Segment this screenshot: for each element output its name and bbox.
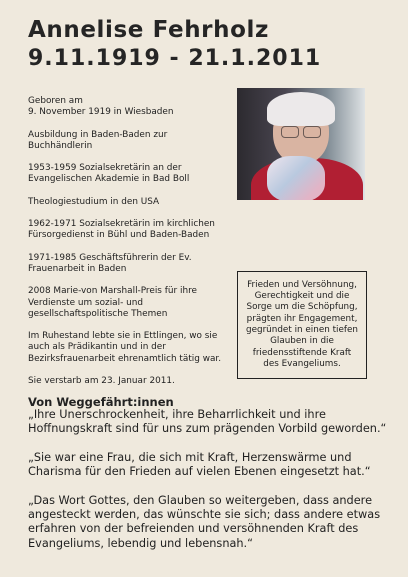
highlight-quote-box [237, 271, 367, 379]
person-name: Annelise Fehrholz [28, 17, 269, 43]
voices-quotes [28, 408, 388, 565]
voice-quote: „Sie war eine Frau, die sich mit Kraft, Herzenswärme und Charisma für den Frieden auf vielen Ebenen eingesetzt hat.“ [28, 450, 371, 479]
bio-entry-retirement: Im Ruhestand lebte sie in Ettlingen, wo sie auch als Prädikantin und in der Bezirksfrauenarbeit ehrenamtlich tätig war. [28, 331, 222, 364]
bio-entry-training: Ausbildung in Baden-Baden zur Buchhändlerin [28, 129, 168, 151]
bio-entry-theology: Theologiestudium in den USA [28, 196, 160, 207]
highlight-quote-text: Frieden und Versöhnung, Gerechtigkeit und die Sorge um die Schöpfung, prägten ihr Engagement, gegründet in einen tiefen Glauben in die friedensstiftende Kraft des Evangeliums. [245, 279, 358, 369]
photo-glasses-right [303, 126, 321, 138]
life-dates: 9.11.1919 - 21.1.2011 [28, 46, 322, 71]
photo-hair [267, 92, 335, 126]
bio-entry-death: Sie verstarb am 23. Januar 2011. [28, 375, 175, 386]
biography [28, 96, 228, 398]
voices-heading: Von Weggefährt:innen [28, 395, 174, 409]
photo-scarf [267, 156, 325, 200]
bio-entry-birth: Geboren am 9. November 1919 in Wiesbaden [28, 96, 174, 118]
voice-quote: „Ihre Unerschrockenheit, ihre Beharrlichkeit und ihre Hoffnungskraft sind für uns zum prägenden Vorbild geworden.“ [28, 408, 387, 436]
photo-glasses-left [281, 126, 299, 138]
portrait-photo [237, 88, 365, 200]
voice-quote: „Das Wort Gottes, den Glauben so weitergeben, dass andere angesteckt werden, das wünschte sie sich; dass andere etwas erfahren von der befreienden und versöhnenden Kraft des Evangeliums, lebendig und lebensnah.“ [28, 493, 381, 550]
bio-entry-award: 2008 Marie-von Marshall-Preis für ihre Verdienste um sozial- und gesellschaftspolitische Themen [28, 286, 197, 319]
bio-entry-frauenarbeit: 1971-1985 Geschäftsführerin der Ev. Frauenarbeit in Baden [28, 252, 192, 274]
bio-entry-fuersorge: 1962-1971 Sozialsekretärin im kirchlichen Fürsorgedienst in Bühl und Baden-Baden [28, 219, 215, 241]
bio-entry-bad-boll: 1953-1959 Sozialsekretärin an der Evangelischen Akademie in Bad Boll [28, 163, 190, 185]
